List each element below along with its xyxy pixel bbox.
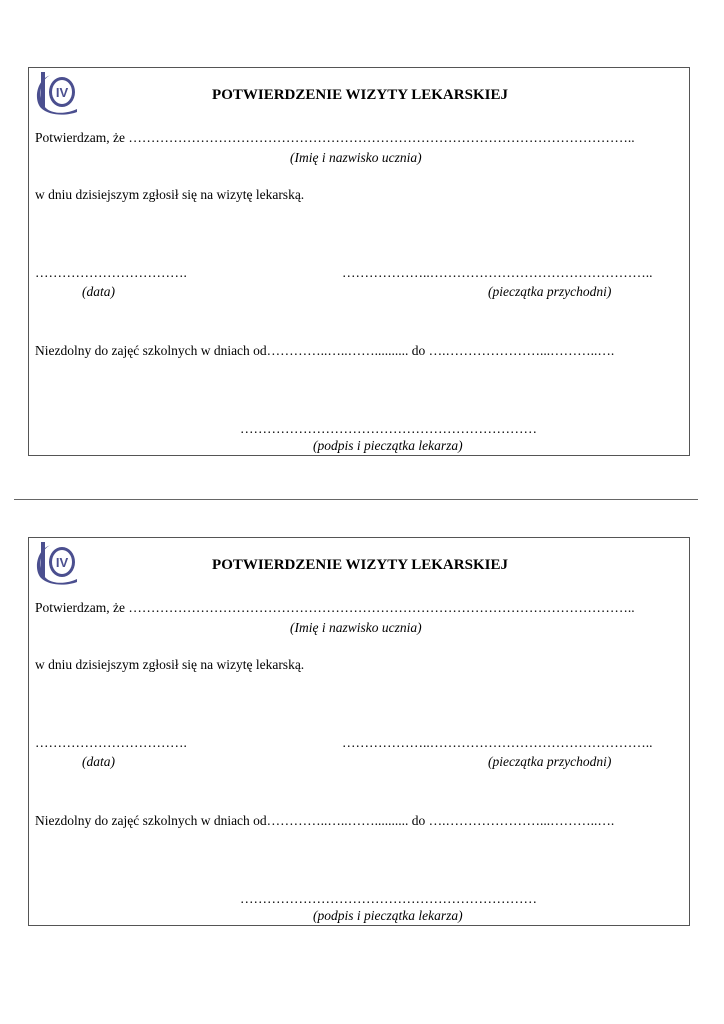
- visit-line: w dniu dzisiejszym zgłosił się na wizytę lekarską.: [35, 657, 305, 672]
- logo-text: IV: [55, 85, 69, 100]
- medical-visit-form: [28, 537, 690, 926]
- signature-caption: (podpis i pieczątka lekarza): [313, 438, 463, 453]
- signature-dots: …………………………………………………………: [240, 421, 537, 436]
- stamp-caption: (pieczątka przychodni): [488, 284, 612, 299]
- signature-dots: …………………………………………………………: [240, 891, 537, 906]
- date-dots: …………………………….: [35, 735, 187, 750]
- stamp-dots: ………………..…………………………………………..: [342, 265, 653, 280]
- cut-line-divider: [14, 499, 698, 500]
- date-dots: …………………………….: [35, 265, 187, 280]
- unfit-line: Niezdolny do zajęć szkolnych w dniach od…………..…..…….......... do ….…………………...………..….: [35, 343, 615, 358]
- name-caption: (Imię i nazwisko ucznia): [290, 620, 422, 635]
- medical-visit-form: [28, 67, 690, 456]
- confirm-line: Potwierdzam, że …………………………………………………………………………………………………..: [35, 600, 635, 615]
- form-title: POTWIERDZENIE WIZYTY LEKARSKIEJ: [212, 557, 508, 573]
- name-caption: (Imię i nazwisko ucznia): [290, 150, 422, 165]
- date-caption: (data): [82, 754, 115, 769]
- stamp-caption: (pieczątka przychodni): [488, 754, 612, 769]
- visit-line: w dniu dzisiejszym zgłosił się na wizytę lekarską.: [35, 187, 305, 202]
- signature-caption: (podpis i pieczątka lekarza): [313, 908, 463, 923]
- stamp-dots: ………………..…………………………………………..: [342, 735, 653, 750]
- logo-text: IV: [55, 555, 69, 570]
- unfit-line: Niezdolny do zajęć szkolnych w dniach od…………..…..…….......... do ….…………………...………..….: [35, 813, 615, 828]
- form-title: POTWIERDZENIE WIZYTY LEKARSKIEJ: [212, 87, 508, 103]
- date-caption: (data): [82, 284, 115, 299]
- confirm-line: Potwierdzam, że …………………………………………………………………………………………………..: [35, 130, 635, 145]
